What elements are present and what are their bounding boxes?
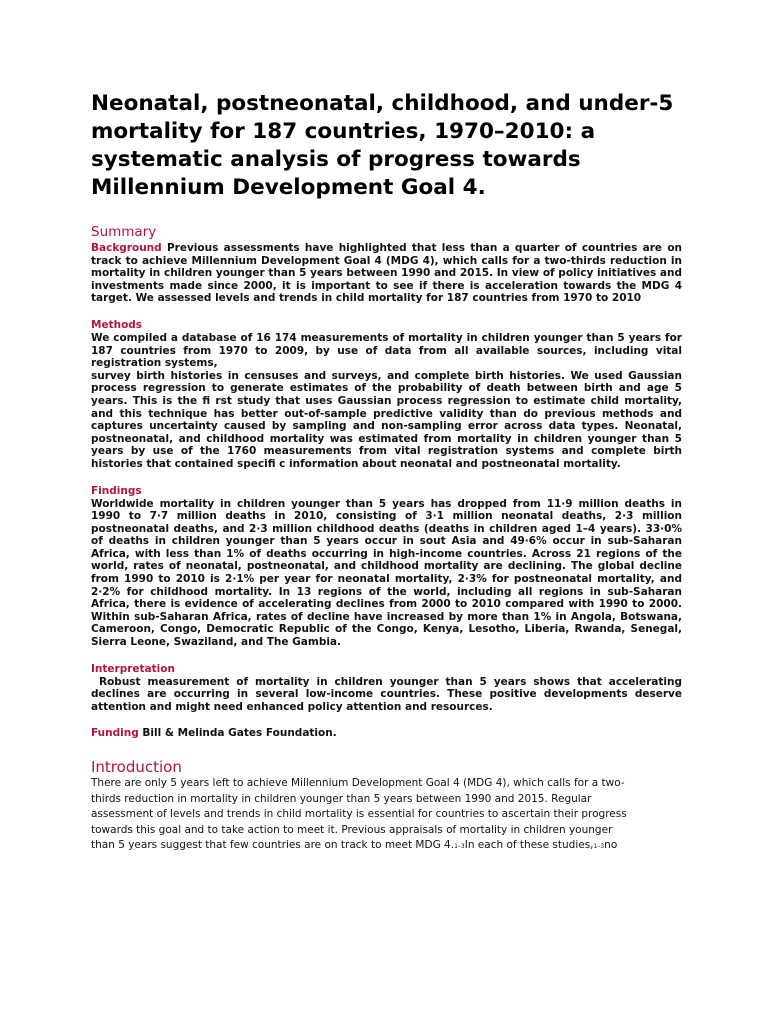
methods-paragraph xyxy=(91,332,682,471)
interpretation-heading: Interpretation xyxy=(91,662,175,675)
methods-text-part2: survey birth histories in censuses and surveys, and complete birth histories. We used Gaussian process regression to generate estimates of the probability of death between birth and age 5 years. This is the fi rst study that uses Gaussian process regression to estimate child mortality, and this technique has better out-of-sample predictive validity than do previous methods and captures uncertainty caused by sampling and non-sampling error across data types. Neonatal, postneonatal, and childhood mortality was estimated from mortality in children younger than 5 years by use of the 1760 measurements from vital registration systems and complete birth histories that contained specifi c information about neonatal and postneonatal mortality. xyxy=(91,369,682,470)
methods-text-part1: We compiled a database of 16 174 measurements of mortality in children younger than 5 years for 187 countries from 1970 to 2009, by use of data from all available sources, including vital registration systems, xyxy=(91,331,682,370)
findings-paragraph: Worldwide mortality in children younger than 5 years has dropped from 11·9 million deaths in 1990 to 7·7 million deaths in 2010, consisting of 3·1 million neonatal deaths, 2·3 million postneonatal deaths, and 2·3 million childhood deaths (deaths in children aged 1–4 years). 33·0% of deaths in children younger than 5 years occur in sout Asia and 49·6% occur in sub-Saharan Africa, with less than 1% of deaths occurring in high-income countries. Across 21 regions of the world, rates of neonatal, postneonatal, and childhood mortality are declining. The global decline from 1990 to 2010 is 2·1% per year for neonatal mortality, 2·3% for postneonatal mortality, and 2·2% for childhood mortality. In 13 regions of the world, including all regions in sub-Saharan Africa, there is evidence of accelerating declines from 2000 to 2010 compared with 1990 to 2000. Within sub-Saharan Africa, rates of decline have increased by more than 1% in Angola, Botswana, Cameroon, Congo, Democratic Republic of the Congo, Kenya, Lesotho, Liberia, Rwanda, Senegal, Sierra Leone, Swaziland, and The Gambia. xyxy=(91,497,682,649)
citation-ref: 1–3 xyxy=(454,843,465,851)
intro-line: towards this goal and to take action to meet it. Previous appraisals of mortality in children younger xyxy=(91,823,613,836)
interpretation-paragraph: Robust measurement of mortality in children younger than 5 years shows that accelerating declines are occurring in several low-income countries. These positive developments deserve attention and might need enhanced policy attention and resources. xyxy=(91,675,682,713)
intro-line: There are only 5 years left to achieve Millennium Development Goal 4 (MDG 4), which calls for a two- xyxy=(91,777,625,789)
intro-line: thirds reduction in mortality in children younger than 5 years between 1990 and 2015. Regular xyxy=(91,792,592,805)
intro-text: no xyxy=(604,839,618,852)
background-paragraph xyxy=(91,242,682,305)
funding-text: Bill & Melinda Gates Foundation. xyxy=(142,727,337,740)
background-text: Previous assessments have highlighted that less than a quarter of countries are on track to achieve Millennium Development Goal 4 (MDG 4), which calls for a two-thirds reduction in mortality in children younger than 5 years between 1990 and 2015. In view of policy initiatives and investments made since 2000, it is important to see if there is acceleration towards the MDG 4 target. We assessed levels and trends in child mortality for 187 countries from 1970 to 2010 xyxy=(91,242,683,305)
paper-title: Neonatal, postneonatal, childhood, and under-5 mortality for 187 countries, 1970–2010: a systematic analysis of progress towards Millennium Development Goal 4. xyxy=(91,91,674,200)
findings-heading: Findings xyxy=(91,484,142,497)
introduction-paragraph xyxy=(91,776,682,855)
intro-text: In each of these studies, xyxy=(464,839,594,852)
summary-heading: Summary xyxy=(91,224,157,240)
intro-last-line xyxy=(91,838,682,855)
methods-heading: Methods xyxy=(91,318,143,331)
intro-line: assessment of levels and trends in child mortality is essential for countries to ascertain their progress xyxy=(91,808,627,821)
citation-ref: 1–3 xyxy=(593,843,605,851)
background-label: Background xyxy=(91,242,162,254)
funding-paragraph xyxy=(91,727,682,740)
funding-label: Funding xyxy=(91,727,139,740)
intro-text: than 5 years suggest that few countries are on track to meet MDG 4. xyxy=(91,839,455,852)
introduction-heading: Introduction xyxy=(91,758,182,776)
